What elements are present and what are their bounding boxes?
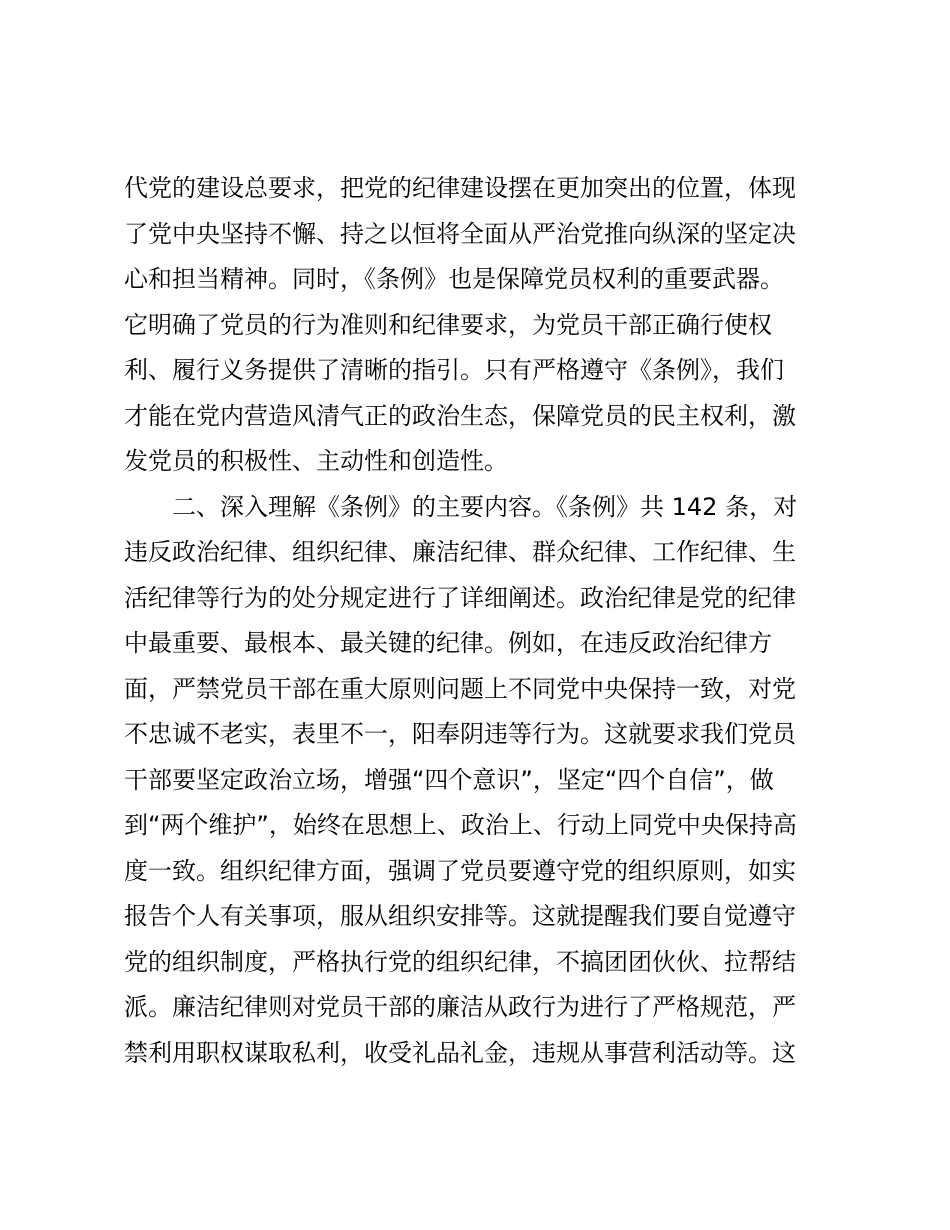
text-line: 派。廉洁纪律则对党员干部的廉洁从政行为进行了严格规范，严 xyxy=(124,993,796,1021)
text-line: 不忠诚不老实，表里不一，阳奉阴违等行为。这就要求我们党员 xyxy=(124,720,796,748)
text-line: 党的组织制度，严格执行党的组织纪律，不搞团团伙伙、拉帮结 xyxy=(124,947,796,976)
text-line: 度一致。组织纪律方面，强调了党员要遵守党的组织原则，如实 xyxy=(124,856,796,885)
paragraph-first-line: 二、深入理解《条例》的主要内容。《条例》共 142 条，对 xyxy=(172,492,798,521)
text-line: 禁利用职权谋取私利，收受礼品礼金，违规从事营利活动等。这 xyxy=(124,1038,796,1067)
text-line: 心和担当精神。同时，《条例》也是保障党员权利的重要武器。 xyxy=(124,265,784,293)
text-line: 面，严禁党员干部在重大原则问题上不同党中央保持一致，对党 xyxy=(124,674,796,703)
text-line: 发党员的积极性、主动性和创造性。 xyxy=(124,447,508,475)
text-line: 干部要坚定政治立场，增强“四个意识”，坚定“四个自信”，做 xyxy=(124,765,774,794)
text-line: 到“两个维护”，始终在思想上、政治上、行动上同党中央保持高 xyxy=(124,811,797,839)
text-line: 报告个人有关事项，服从组织安排等。这就提醒我们要自觉遵守 xyxy=(124,902,796,930)
text-line: 利、履行义务提供了清晰的指引。只有严格遵守《条例》，我们 xyxy=(124,356,784,384)
body-text xyxy=(124,166,836,1076)
text-line: 才能在党内营造风清气正的政治生态，保障党员的民主权利，激 xyxy=(124,401,796,430)
text-line: 它明确了党员的行为准则和纪律要求，为党员干部正确行使权 xyxy=(124,310,772,339)
text-line: 中最重要、最根本、最关键的纪律。例如，在违反政治纪律方 xyxy=(124,629,772,657)
text-line: 代党的建设总要求，把党的纪律建设摆在更加突出的位置，体现 xyxy=(124,174,796,202)
text-line: 了党中央坚持不懈、持之以恒将全面从严治党推向纵深的坚定决 xyxy=(124,219,796,248)
text-line: 违反政治纪律、组织纪律、廉洁纪律、群众纪律、工作纪律、生 xyxy=(124,538,796,566)
text-line: 活纪律等行为的处分规定进行了详细阐述。政治纪律是党的纪律 xyxy=(124,583,796,612)
